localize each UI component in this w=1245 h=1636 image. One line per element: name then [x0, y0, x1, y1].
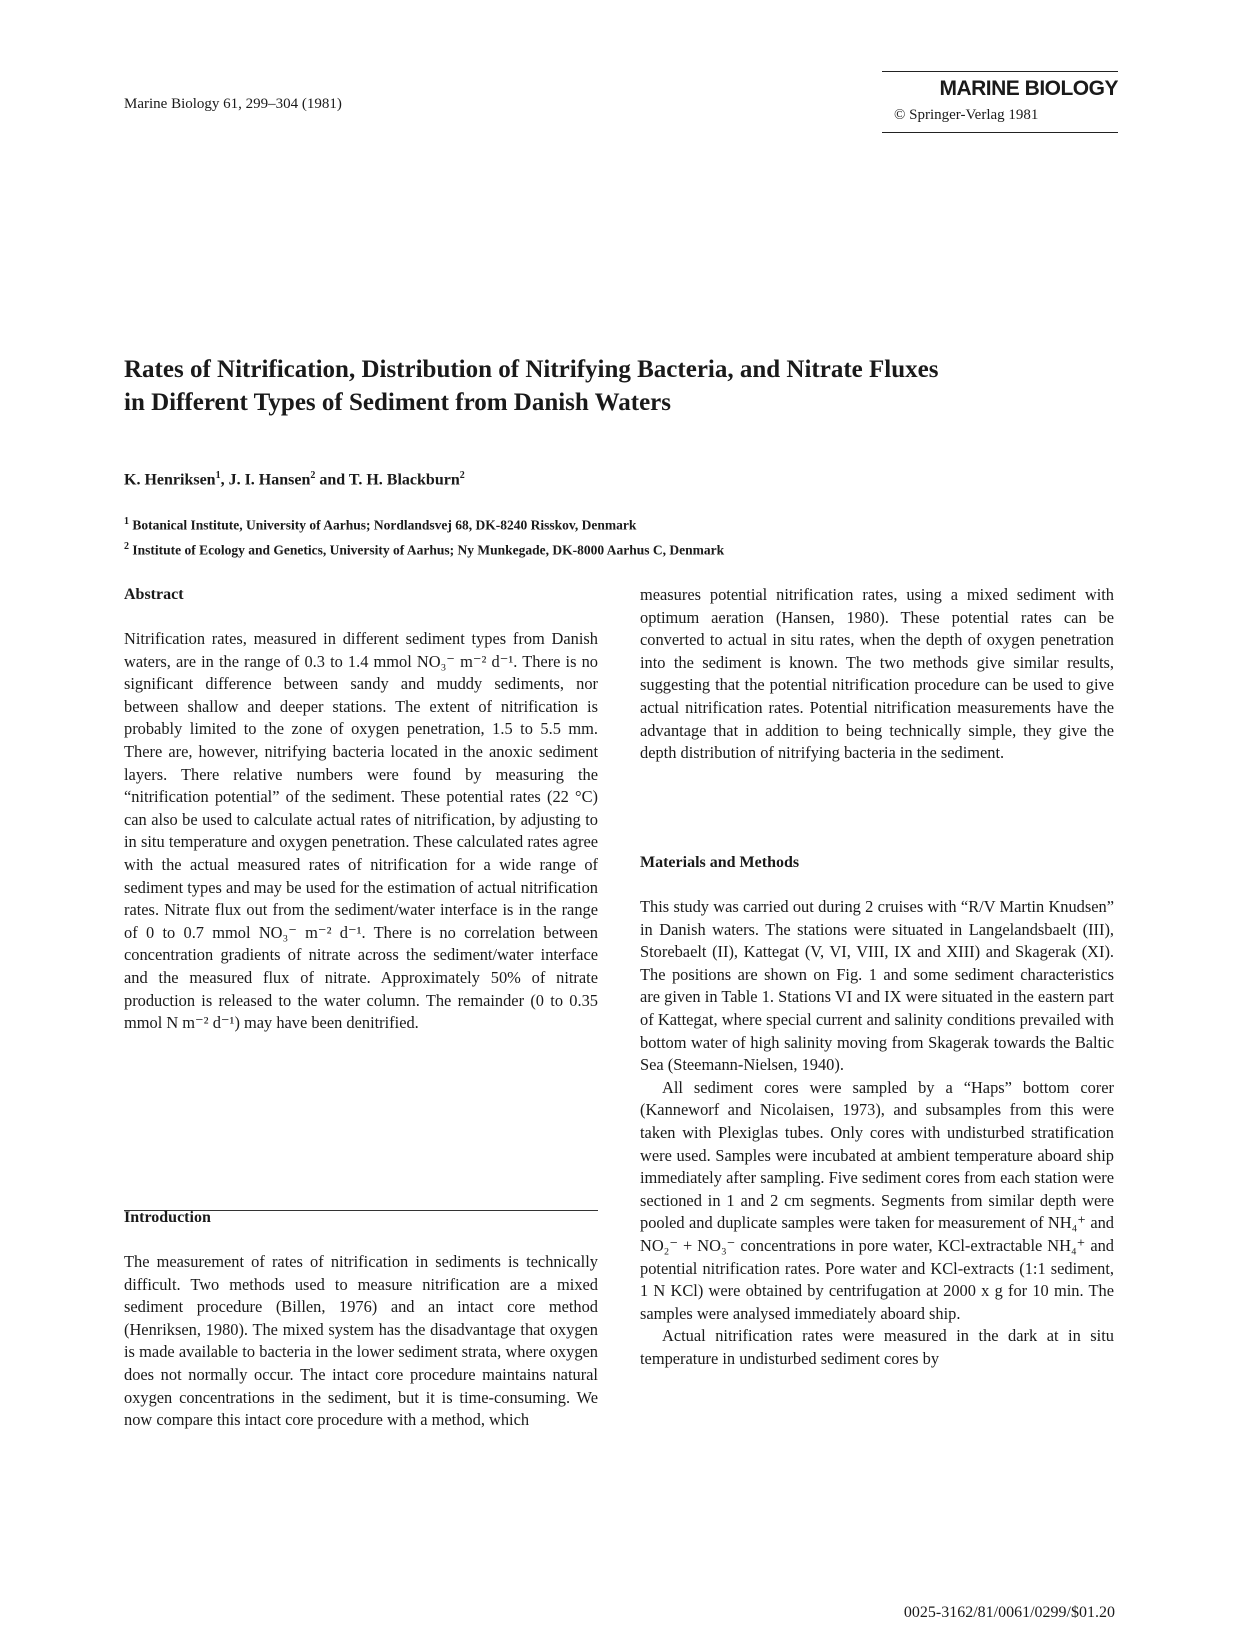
abstract-heading	[124, 584, 598, 607]
affiliation-text: Botanical Institute, University of Aarhus; Nordlandsvej 68, DK-8240 Risskov, Denmark	[132, 517, 637, 533]
affiliation-2	[124, 541, 724, 559]
journal-citation: Marine Biology 61, 299–304 (1981)	[124, 96, 342, 112]
introduction-continued	[640, 584, 1114, 765]
publisher-copyright: © Springer-Verlag 1981	[894, 107, 1039, 123]
affiliation-marker: 1	[124, 516, 129, 527]
article-code: 0025-3162/81/0061/0299/$01.20	[903, 1604, 1115, 1621]
masthead-bottom-rule	[882, 132, 1118, 133]
introduction-text: The measurement of rates of nitrification in sediments is technically difficult. Two methods used to measure nitrification are a mixed sediment procedure (Billen, 1976) and an intact core method (Henriksen, 1980). The mixed system has the disadvantage that oxygen is made available to bacteria in the lower sediment strata, where oxygen does not normally occur. The intact core procedure maintains natural oxygen concentrations in the sediment, but it is time-consuming. We now compare this intact core procedure with a method, which	[124, 1252, 598, 1430]
title-line-1: Rates of Nitrification, Distribution of Nitrifying Bacteria, and Nitrate Fluxes	[124, 356, 939, 383]
author-name: K. Henriksen	[124, 471, 216, 489]
abstract-body	[124, 628, 598, 1035]
affiliation-marker: 2	[124, 541, 129, 552]
section-heading: Materials and Methods	[640, 854, 800, 871]
affiliation-text: Institute of Ecology and Genetics, University of Aarhus; Ny Munkegade, DK-8000 Aarhus C, Denmark	[132, 542, 725, 558]
section-heading: Abstract	[124, 586, 184, 603]
methods-body	[640, 896, 1114, 1370]
author-affil-marker: 2	[310, 470, 316, 481]
author-affil-marker: 2	[459, 470, 465, 481]
masthead-top-rule	[882, 71, 1118, 72]
article-title	[124, 353, 1114, 419]
author-list	[124, 470, 465, 489]
title-line-2: in Different Types of Sediment from Danish Waters	[124, 389, 671, 416]
section-heading: Introduction	[124, 1209, 211, 1226]
methods-paragraph-3: Actual nitrification rates were measured in the dark at in situ temperature in undisturbed sediment cores by	[640, 1326, 1114, 1368]
author-affil-marker: 1	[215, 470, 221, 481]
affiliation-1	[124, 516, 636, 534]
journal-name: MARINE BIOLOGY	[939, 77, 1118, 100]
methods-paragraph-2: All sediment cores were sampled by a “Haps” bottom corer (Kanneworf and Nicolaisen, 1973), and subsamples from this were taken with Plexiglas tubes. Only cores with undisturbed stratification were used. Samples were incubated at ambient temperature aboard ship immediately after sampling. Five sediment cores from each station were sectioned in 1 and 2 cm segments. Segments from similar depth were pooled and duplicate samples were taken for measurement of NH₄⁺ and NO₂⁻ + NO₃⁻ concentrations in pore water, KCl-extractable NH₄⁺ and potential nitrification rates. Pore water and KCl-extracts (1:1 sediment, 1 N KCl) were obtained by centrifugation at 2000 x g for 10 min. The samples were analysed immediately aboard ship.	[640, 1077, 1114, 1323]
introduction-heading	[124, 1207, 598, 1230]
methods-heading	[640, 852, 1114, 875]
methods-paragraph-1: This study was carried out during 2 cruises with “R/V Martin Knudsen” in Danish waters. The stations were situated in Langelandsbaelt (III), Storebaelt (II), Kattegat (V, VI, VIII, IX and XIII) and Skagerak (XI). The positions are shown on Fig. 1 and some sediment characteristics are given in Table 1. Stations VI and IX were situated in the eastern part of Kattegat, where special current and salinity conditions prevailed with bottom water of high salinity moving from Skagerak towards the Baltic Sea (Steemann-Nielsen, 1940).	[640, 897, 1114, 1075]
author-name: and T. H. Blackburn	[315, 471, 460, 489]
introduction-body	[124, 1251, 598, 1432]
author-name: , J. I. Hansen	[220, 471, 311, 489]
abstract-text: Nitrification rates, measured in different sediment types from Danish waters, are in the range of 0.3 to 1.4 mmol NO₃⁻ m⁻² d⁻¹. There is no significant difference between sandy and muddy sediments, nor between shallow and deeper stations. The extent of nitrification is probably limited to the zone of oxygen penetration, 1.5 to 5.5 mm. There are, however, nitrifying bacteria located in the anoxic sediment layers. There relative numbers were found by measuring the “nitrification potential” of the sediment. These potential rates (22 °C) can also be used to calculate actual rates of nitrification, by adjusting to in situ temperature and oxygen penetration. These calculated rates agree with the actual measured rates of nitrification for a wide range of sediment types and may be used for the estimation of actual nitrification rates. Nitrate flux out from the sediment/water interface is in the range of 0 to 0.7 mmol NO₃⁻ m⁻² d⁻¹. There is no correlation between concentration gradients of nitrate across the sediment/water interface and the measured flux of nitrate. Approximately 50% of nitrate production is released to the water column. The remainder (0 to 0.35 mmol N m⁻² d⁻¹) may have been denitrified.	[124, 629, 598, 1033]
journal-masthead	[882, 71, 1118, 133]
introduction-continued-text: measures potential nitrification rates, using a mixed sediment with optimum aeration (Hansen, 1980). These potential rates can be converted to actual in situ rates, when the depth of oxygen penetration into the sediment is known. The two methods give similar results, suggesting that the potential nitrification procedure can be used to give actual nitrification rates. Potential nitrification measurements have the advantage that in addition to being technically simple, they give the depth distribution of nitrifying bacteria in the sediment.	[640, 585, 1114, 763]
